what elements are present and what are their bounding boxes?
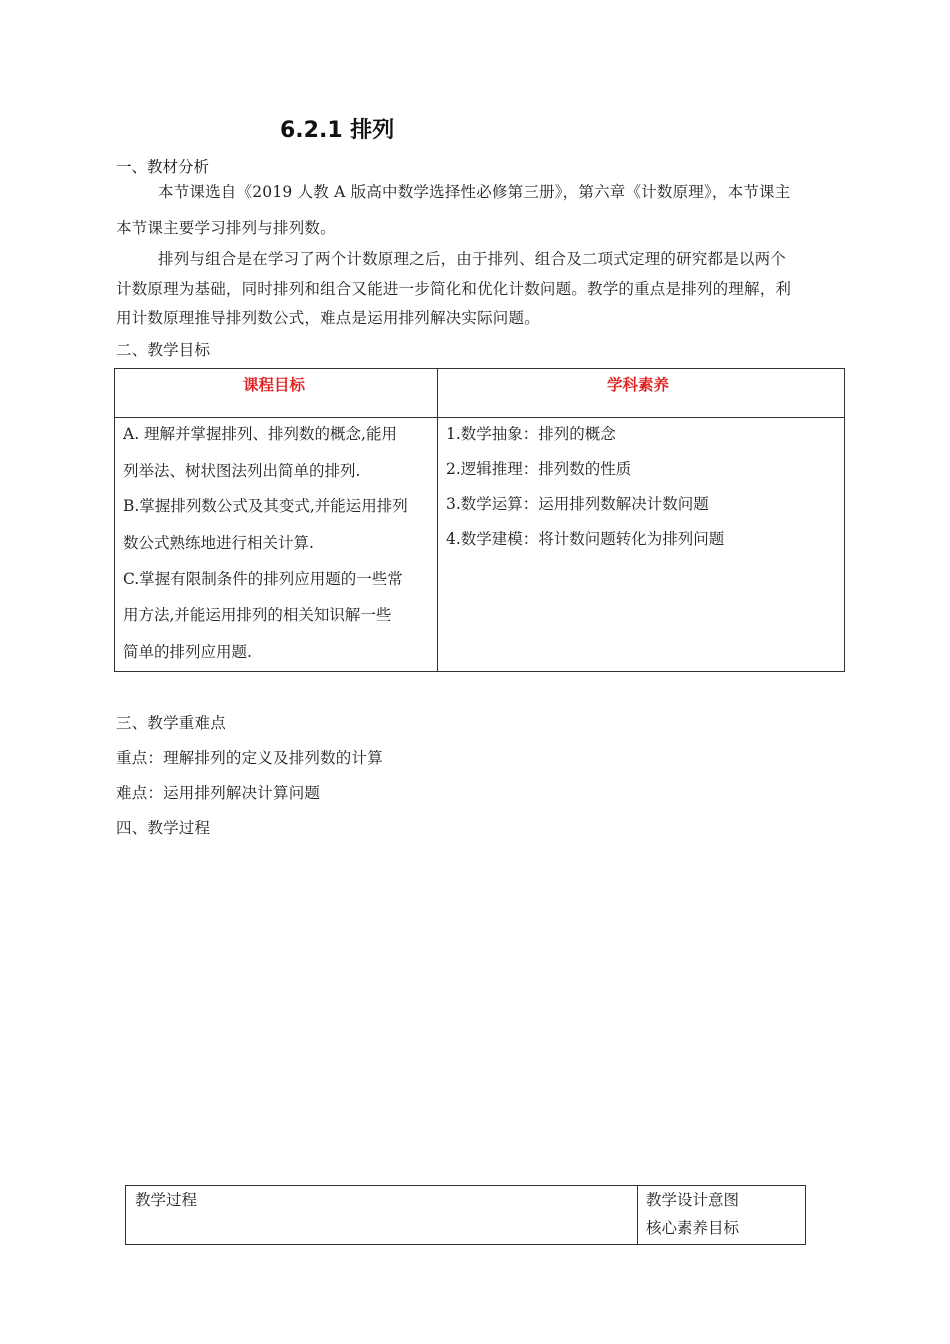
paragraph-line: 计数原理为基础，同时排列和组合又能进一步简化和优化计数问题。教学的重点是排列的理解，利: [116, 280, 792, 298]
goals-table: [114, 368, 845, 672]
literacy-line: 4.数学建模：将计数问题转化为排列问题: [446, 530, 725, 548]
goal-line: C.掌握有限制条件的排列应用题的一些常: [123, 570, 403, 588]
section-heading-analysis: 一、教材分析: [116, 158, 210, 176]
literacy-goal-header: 核心素养目标: [646, 1219, 740, 1237]
section-heading-goals: 二、教学目标: [116, 341, 211, 359]
paragraph-line: 用计数原理推导排列数公式，难点是运用排列解决实际问题。: [116, 309, 540, 327]
goal-line: 列举法、树状图法列出简单的排列.: [123, 462, 361, 480]
key-point: 重点：理解排列的定义及排列数的计算: [116, 749, 383, 767]
section-heading-process: 四、教学过程: [116, 819, 211, 837]
page-title: 6.2.1 排列: [280, 118, 395, 143]
table-divider: [437, 369, 438, 671]
paragraph-line: 本节课选自《2019 人教 A 版高中数学选择性必修第三册》，第六章《计数原理》，本节课主: [158, 183, 791, 201]
goal-line: 数公式熟练地进行相关计算.: [123, 534, 314, 552]
literacy-line: 1.数学抽象：排列的概念: [446, 425, 616, 443]
literacy-line: 2.逻辑推理：排列数的性质: [446, 460, 632, 478]
difficult-point: 难点：运用排列解决计算问题: [116, 784, 321, 802]
table-header-course-goals: 课程目标: [243, 376, 306, 394]
design-intent-header: 教学设计意图: [646, 1191, 740, 1209]
goal-line: 用方法,并能运用排列的相关知识解一些: [123, 606, 392, 624]
paragraph-line: 本节课主要学习排列与排列数。: [116, 219, 336, 237]
table-divider: [637, 1186, 638, 1244]
goal-line: 简单的排列应用题.: [123, 643, 252, 661]
literacy-line: 3.数学运算：运用排列数解决计数问题: [446, 495, 709, 513]
process-header: 教学过程: [135, 1191, 198, 1209]
goal-line: A. 理解并掌握排列、排列数的概念,能用: [123, 425, 397, 443]
paragraph-line: 排列与组合是在学习了两个计数原理之后，由于排列、组合及二项式定理的研究都是以两个: [158, 250, 787, 268]
table-divider: [115, 417, 844, 418]
section-heading-key-points: 三、教学重难点: [116, 714, 226, 732]
process-table: [125, 1185, 806, 1245]
goal-line: B.掌握排列数公式及其变式,并能运用排列: [123, 497, 408, 515]
table-header-literacy: 学科素养: [607, 376, 670, 394]
